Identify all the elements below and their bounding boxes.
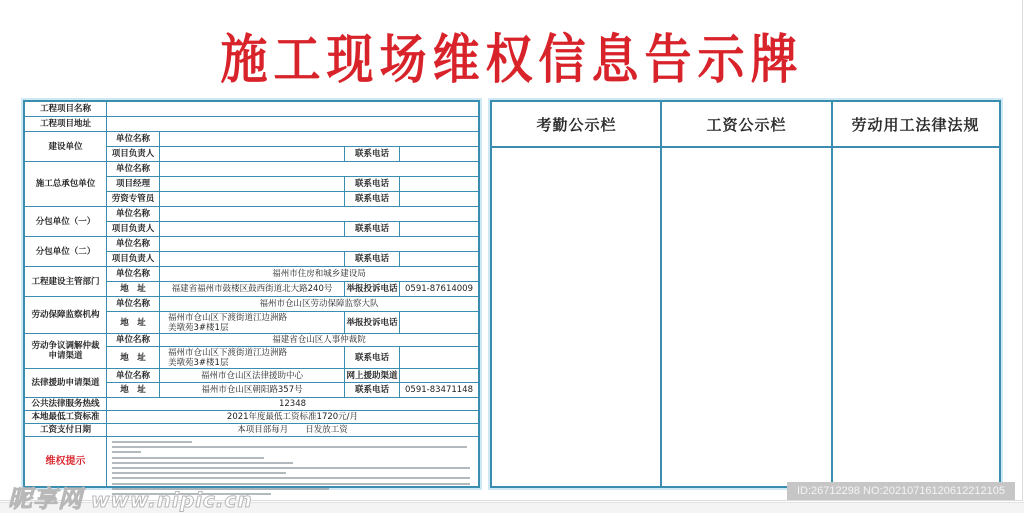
- wage-column-header: 工资公示栏: [661, 102, 832, 148]
- sub2-unit-name-value: [160, 237, 478, 252]
- project-name-label: 工程项目名称: [25, 102, 107, 117]
- watermark: [8, 479, 253, 514]
- arbitration-address-line1: 福州市仓山区下渡街道江边洲路: [168, 347, 288, 358]
- sub1-unit-name-value: [160, 207, 478, 222]
- inspection-address-line1: 福州市仓山区下渡街道江边洲路: [168, 312, 288, 323]
- authority-unit-name: 福州市住房和城乡建设局: [160, 267, 478, 282]
- arbitration-unit-name-label: 单位名称: [107, 334, 160, 347]
- legal-aid-online: [400, 369, 478, 383]
- contractor-phone-value-1: [400, 177, 478, 192]
- builder-phone-value: [400, 147, 478, 162]
- arbitration-unit-name: 福建省仓山区人事仲裁院: [160, 334, 478, 347]
- builder-unit-name-label: 单位名称: [107, 132, 160, 147]
- page-title: 施工现场维权信息告示牌: [220, 29, 804, 91]
- arbitration-group-label: 劳动争议调解仲裁申请渠道: [25, 334, 107, 369]
- authority-complaint-phone: 0591-87614009: [400, 282, 478, 297]
- arbitration-phone-label: 联系电话: [345, 347, 400, 369]
- arbitration-address: [160, 347, 345, 369]
- attendance-column-header: 考勤公示栏: [492, 102, 661, 148]
- wage-column-body: [661, 148, 832, 486]
- builder-manager-value: [160, 147, 345, 162]
- pay-date-value: 本项目部每月 日发放工资: [107, 424, 478, 437]
- contractor-phone-label-1: 联系电话: [345, 177, 400, 192]
- min-wage-label: 本地最低工资标准: [25, 411, 107, 424]
- sub1-manager-value: [160, 222, 345, 237]
- tips-label: 维权提示: [25, 437, 107, 486]
- builder-group-label: 建设单位: [25, 132, 107, 162]
- project-address-value: [107, 117, 478, 132]
- watermark-brand: 昵享网: [8, 485, 83, 513]
- authority-address-label: 地 址: [107, 282, 160, 297]
- min-wage-value: 2021年度最低工资标准1720元/月: [107, 411, 478, 424]
- authority-address: 福建省福州市鼓楼区鼓西街道北大路240号: [160, 282, 345, 297]
- arbitration-address-label: 地 址: [107, 347, 160, 369]
- labor-law-column-body: [832, 148, 999, 486]
- sub2-group-label: 分包单位（二）: [25, 237, 107, 267]
- contractor-manager-label: 项目经理: [107, 177, 160, 192]
- legal-aid-unit-name: 福州市仓山区法律援助中心: [160, 369, 345, 383]
- contractor-unit-name-label: 单位名称: [107, 162, 160, 177]
- authority-unit-name-label: 单位名称: [107, 267, 160, 282]
- image-id-tag: ID:26712298 NO:20210716120612212105: [787, 482, 1015, 500]
- arbitration-address-line2: 美墩苑3#楼1层: [168, 357, 229, 368]
- hotline-label: 公共法律服务热线: [25, 398, 107, 411]
- sub2-manager-label: 项目负责人: [107, 252, 160, 267]
- builder-manager-label: 项目负责人: [107, 147, 160, 162]
- inspection-complaint-label: 举报投诉电话: [345, 312, 400, 334]
- sub2-manager-value: [160, 252, 345, 267]
- attendance-column-body: [492, 148, 661, 486]
- legal-aid-online-label: 网上援助渠道: [345, 369, 400, 383]
- labor-officer-label: 劳资专管员: [107, 192, 160, 207]
- inspection-complaint-phone: [400, 312, 478, 334]
- column-divider: [660, 102, 662, 486]
- inspection-address-label: 地 址: [107, 312, 160, 334]
- builder-unit-name-value: [160, 132, 478, 147]
- builder-phone-label: 联系电话: [345, 147, 400, 162]
- inspection-group-label: 劳动保障监察机构: [25, 297, 107, 334]
- hotline-value: 12348: [107, 398, 478, 411]
- sub2-phone-label: 联系电话: [345, 252, 400, 267]
- inspection-unit-name: 福州市仓山区劳动保障监察大队: [160, 297, 478, 312]
- authority-group-label: 工程建设主管部门: [25, 267, 107, 297]
- project-address-label: 工程项目地址: [25, 117, 107, 132]
- legal-aid-address: 福州市仓山区朝阳路357号: [160, 383, 345, 398]
- legal-aid-address-label: 地 址: [107, 383, 160, 398]
- contractor-phone-value-2: [400, 192, 478, 207]
- sub1-manager-label: 项目负责人: [107, 222, 160, 237]
- sub1-group-label: 分包单位（一）: [25, 207, 107, 237]
- arbitration-phone: [400, 347, 478, 369]
- labor-officer-value: [160, 192, 345, 207]
- contractor-group-label: 施工总承包单位: [25, 162, 107, 207]
- legal-aid-phone-label: 联系电话: [345, 383, 400, 398]
- notice-panel: [490, 100, 1001, 488]
- sub1-phone-value: [400, 222, 478, 237]
- contractor-phone-label-2: 联系电话: [345, 192, 400, 207]
- info-table: [23, 100, 480, 488]
- sub1-phone-label: 联系电话: [345, 222, 400, 237]
- watermark-url: www.nipic.cn: [91, 488, 253, 512]
- pay-date-label: 工资支付日期: [25, 424, 107, 437]
- legal-aid-phone: 0591-83471148: [400, 383, 478, 398]
- sub1-unit-name-label: 单位名称: [107, 207, 160, 222]
- contractor-unit-name-value: [160, 162, 478, 177]
- inspection-address: [160, 312, 345, 334]
- sub2-unit-name-label: 单位名称: [107, 237, 160, 252]
- labor-law-column-header: 劳动用工法律法规: [832, 102, 999, 148]
- inspection-unit-name-label: 单位名称: [107, 297, 160, 312]
- inspection-address-line2: 美墩苑3#楼1层: [168, 322, 229, 333]
- legal-aid-unit-name-label: 单位名称: [107, 369, 160, 383]
- column-divider: [831, 102, 833, 486]
- project-name-value: [107, 102, 478, 117]
- contractor-manager-value: [160, 177, 345, 192]
- authority-complaint-label: 举报投诉电话: [345, 282, 400, 297]
- sub2-phone-value: [400, 252, 478, 267]
- legal-aid-group-label: 法律援助申请渠道: [25, 369, 107, 398]
